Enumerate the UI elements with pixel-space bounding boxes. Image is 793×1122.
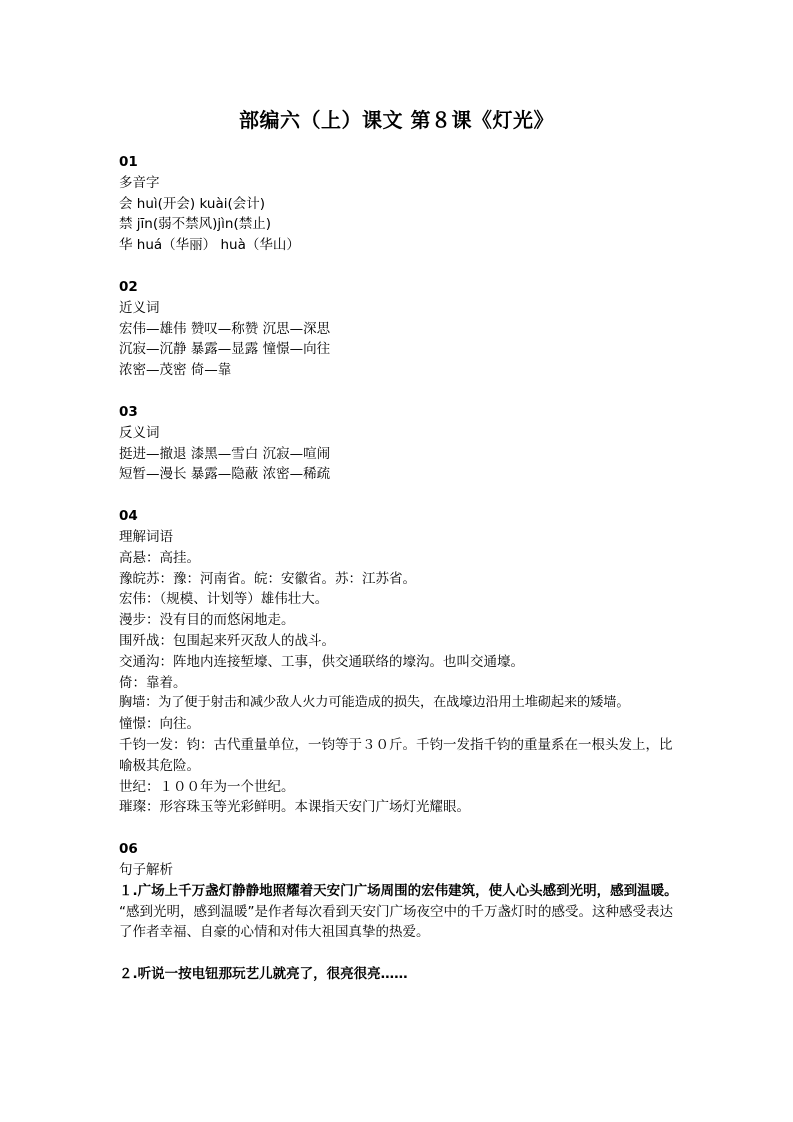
text-line: 漫步：没有目的而悠闲地走。 [119, 612, 295, 629]
analysis-text: “感到光明，感到温暖”是作者每次看到天安门广场夜空中的千万盏灯时的感受。这种感受表达了作者幸福、自豪的心情和对伟大祖国真挚的热爱。 [119, 903, 673, 941]
text-line: 禁 jīn(弱不禁风)jìn(禁止) [119, 216, 271, 233]
text-line: 沉寂—沉静 暴露—显露 憧憬—向往 [119, 341, 331, 358]
text-line: 挺进—撤退 漆黑—雪白 沉寂—喧闹 [119, 445, 331, 462]
document-body [119, 152, 679, 985]
section-polyphonic [119, 152, 679, 256]
document-title: 部编六（上）课文 第８课《灯光》 [239, 108, 554, 132]
text-line: 交通沟：阵地内连接堑壕、工事，供交通联络的壕沟。也叫交通壕。 [119, 653, 524, 670]
text-line: 豫皖苏：豫：河南省。皖：安徽省。苏：江苏省。 [119, 570, 416, 587]
section-heading: 理解词语 [119, 528, 173, 545]
section-heading: 多音字 [119, 174, 160, 191]
section-heading: 近义词 [119, 299, 160, 316]
text-line: 浓密—茂密 倚—靠 [119, 362, 232, 379]
section-number: 02 [119, 278, 138, 295]
text-line: 围歼战：包围起来歼灭敌人的战斗。 [119, 632, 335, 649]
section-number: 06 [119, 841, 138, 858]
section-antonyms [119, 402, 679, 485]
text-line: 璀璨：形容珠玉等光彩鲜明。本课指天安门广场灯光耀眼。 [119, 799, 470, 816]
section-heading: 反义词 [119, 424, 160, 441]
text-line: 高悬：高挂。 [119, 549, 200, 566]
section-number: 01 [119, 154, 138, 170]
text-line: 憧憬：向往。 [119, 716, 200, 733]
text-line: 华 huá（华丽） huà（华山） [119, 237, 300, 254]
text-line: 千钧一发：钧：古代重量单位，一钧等于３０斤。千钧一发指千钧的重量系在一根头发上，比喻极其危险。 [119, 736, 673, 774]
text-line: 宏伟：（规模、计划等）雄伟壮大。 [119, 591, 329, 608]
text-line: 倚：靠着。 [119, 674, 187, 691]
section-vocabulary [119, 506, 679, 818]
text-line: 世纪：１００年为一个世纪。 [119, 778, 295, 795]
section-number: 04 [119, 508, 138, 525]
question-sentence: １.广场上千万盏灯静静地照耀着天安门广场周围的宏伟建筑，使人心头感到光明，感到温暖。 [119, 882, 678, 899]
section-sentence-analysis [119, 839, 679, 985]
text-line: 短暂—漫长 暴露—隐蔽 浓密—稀疏 [119, 466, 331, 483]
section-synonyms [119, 277, 679, 381]
section-number: 03 [119, 403, 138, 420]
text-line: 胸墙：为了便于射击和减少敌人火力可能造成的损失，在战壕边沿用土堆砌起来的矮墙。 [119, 695, 630, 711]
text-line: 宏伟—雄伟 赞叹—称赞 沉思—深思 [119, 320, 331, 337]
question-sentence: ２.听说一按电钮那玩艺儿就亮了，很亮很亮…… [119, 966, 408, 983]
text-line: 会 huì(开会) kuài(会计) [119, 195, 265, 212]
section-heading: 句子解析 [119, 861, 173, 878]
